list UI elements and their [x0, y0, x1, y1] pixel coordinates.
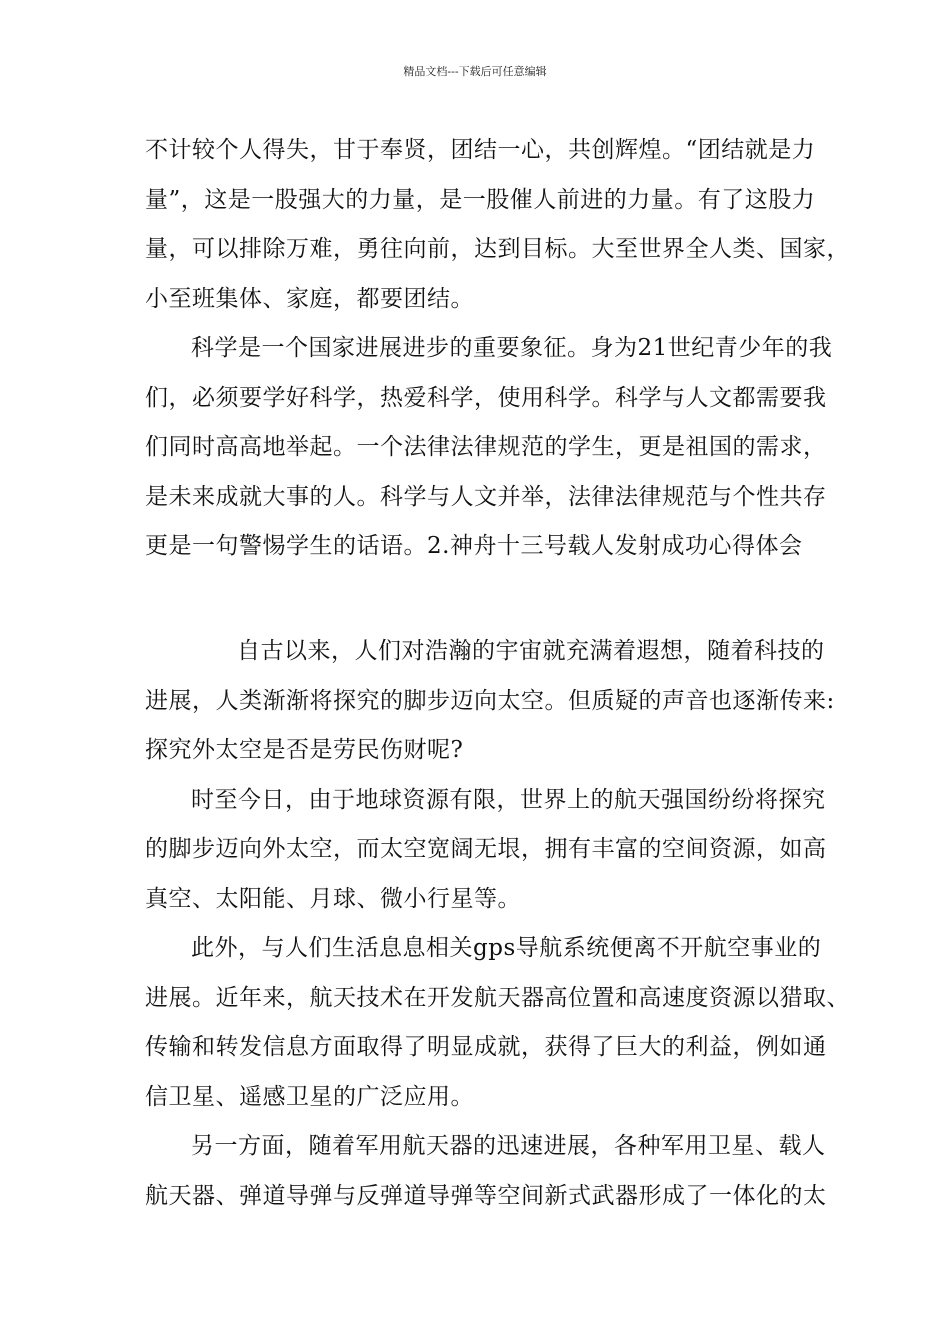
- text-line: 进展，人类渐渐将探究的脚步迈向太空。但质疑的声音也逐渐传来:: [145, 687, 835, 714]
- paragraph-first-line: 另一方面，随着军用航天器的迅速进展，各种军用卫星、载人: [191, 1133, 826, 1159]
- text-line: 信卫星、遥感卫星的广泛应用。: [145, 1083, 474, 1110]
- page-header: 精品文档---下载后可任意编辑: [403, 65, 547, 78]
- text-line: 真空、太阳能、月球、微小行星等。: [145, 885, 521, 912]
- document-body-part-2: [145, 627, 850, 1221]
- text-line: 传输和转发信息方面取得了明显成就，获得了巨大的利益，例如通: [145, 1034, 827, 1060]
- text-line: 航天器、弹道导弹与反弹道导弹等空间新式武器形成了一体化的太: [145, 1182, 827, 1209]
- paragraph-first-line: 科学是一个国家进展进步的重要象征。身为21世纪青少年的我: [191, 335, 833, 361]
- text-line: 的脚步迈向外太空，而太空宽阔无垠，拥有丰富的空间资源，如高: [145, 836, 827, 862]
- text-line: 们，必须要学好科学，热爱科学，使用科学。科学与人文都需要我: [145, 384, 827, 411]
- text-line: 进展。近年来，航天技术在开发航天器高位置和高速度资源以猎取、: [145, 984, 850, 1011]
- text-line: 探究外太空是否是劳民伤财呢?: [145, 737, 464, 763]
- text-line: 更是一句警惕学生的话语。2.神舟十三号载人发射成功心得体会: [145, 533, 803, 559]
- document-body-part-1: [145, 126, 850, 572]
- paragraph-first-line: 自古以来，人们对浩瀚的宇宙就充满着遐想，随着科技的: [237, 638, 825, 664]
- text-line: 是未来成就大事的人。科学与人文并举，法律法律规范与个性共存: [145, 483, 827, 510]
- text-line: 们同时高高地举起。一个法律法律规范的学生，更是祖国的需求，: [145, 434, 827, 460]
- text-line: 量”，这是一股强大的力量，是一股催人前进的力量。有了这股力: [145, 186, 816, 213]
- text-line: 小至班集体、家庭，都要团结。: [145, 285, 474, 312]
- text-line: 不计较个人得失，甘于奉贤，团结一心，共创辉煌。“团结就是力: [145, 137, 816, 163]
- paragraph-first-line: 此外，与人们生活息息相关gps导航系统便离不开航空事业的: [191, 935, 822, 961]
- paragraph-first-line: 时至今日，由于地球资源有限，世界上的航天强国纷纷将探究: [191, 786, 826, 813]
- text-line: 量，可以排除万难，勇往向前，达到目标。大至世界全人类、国家，: [145, 236, 850, 262]
